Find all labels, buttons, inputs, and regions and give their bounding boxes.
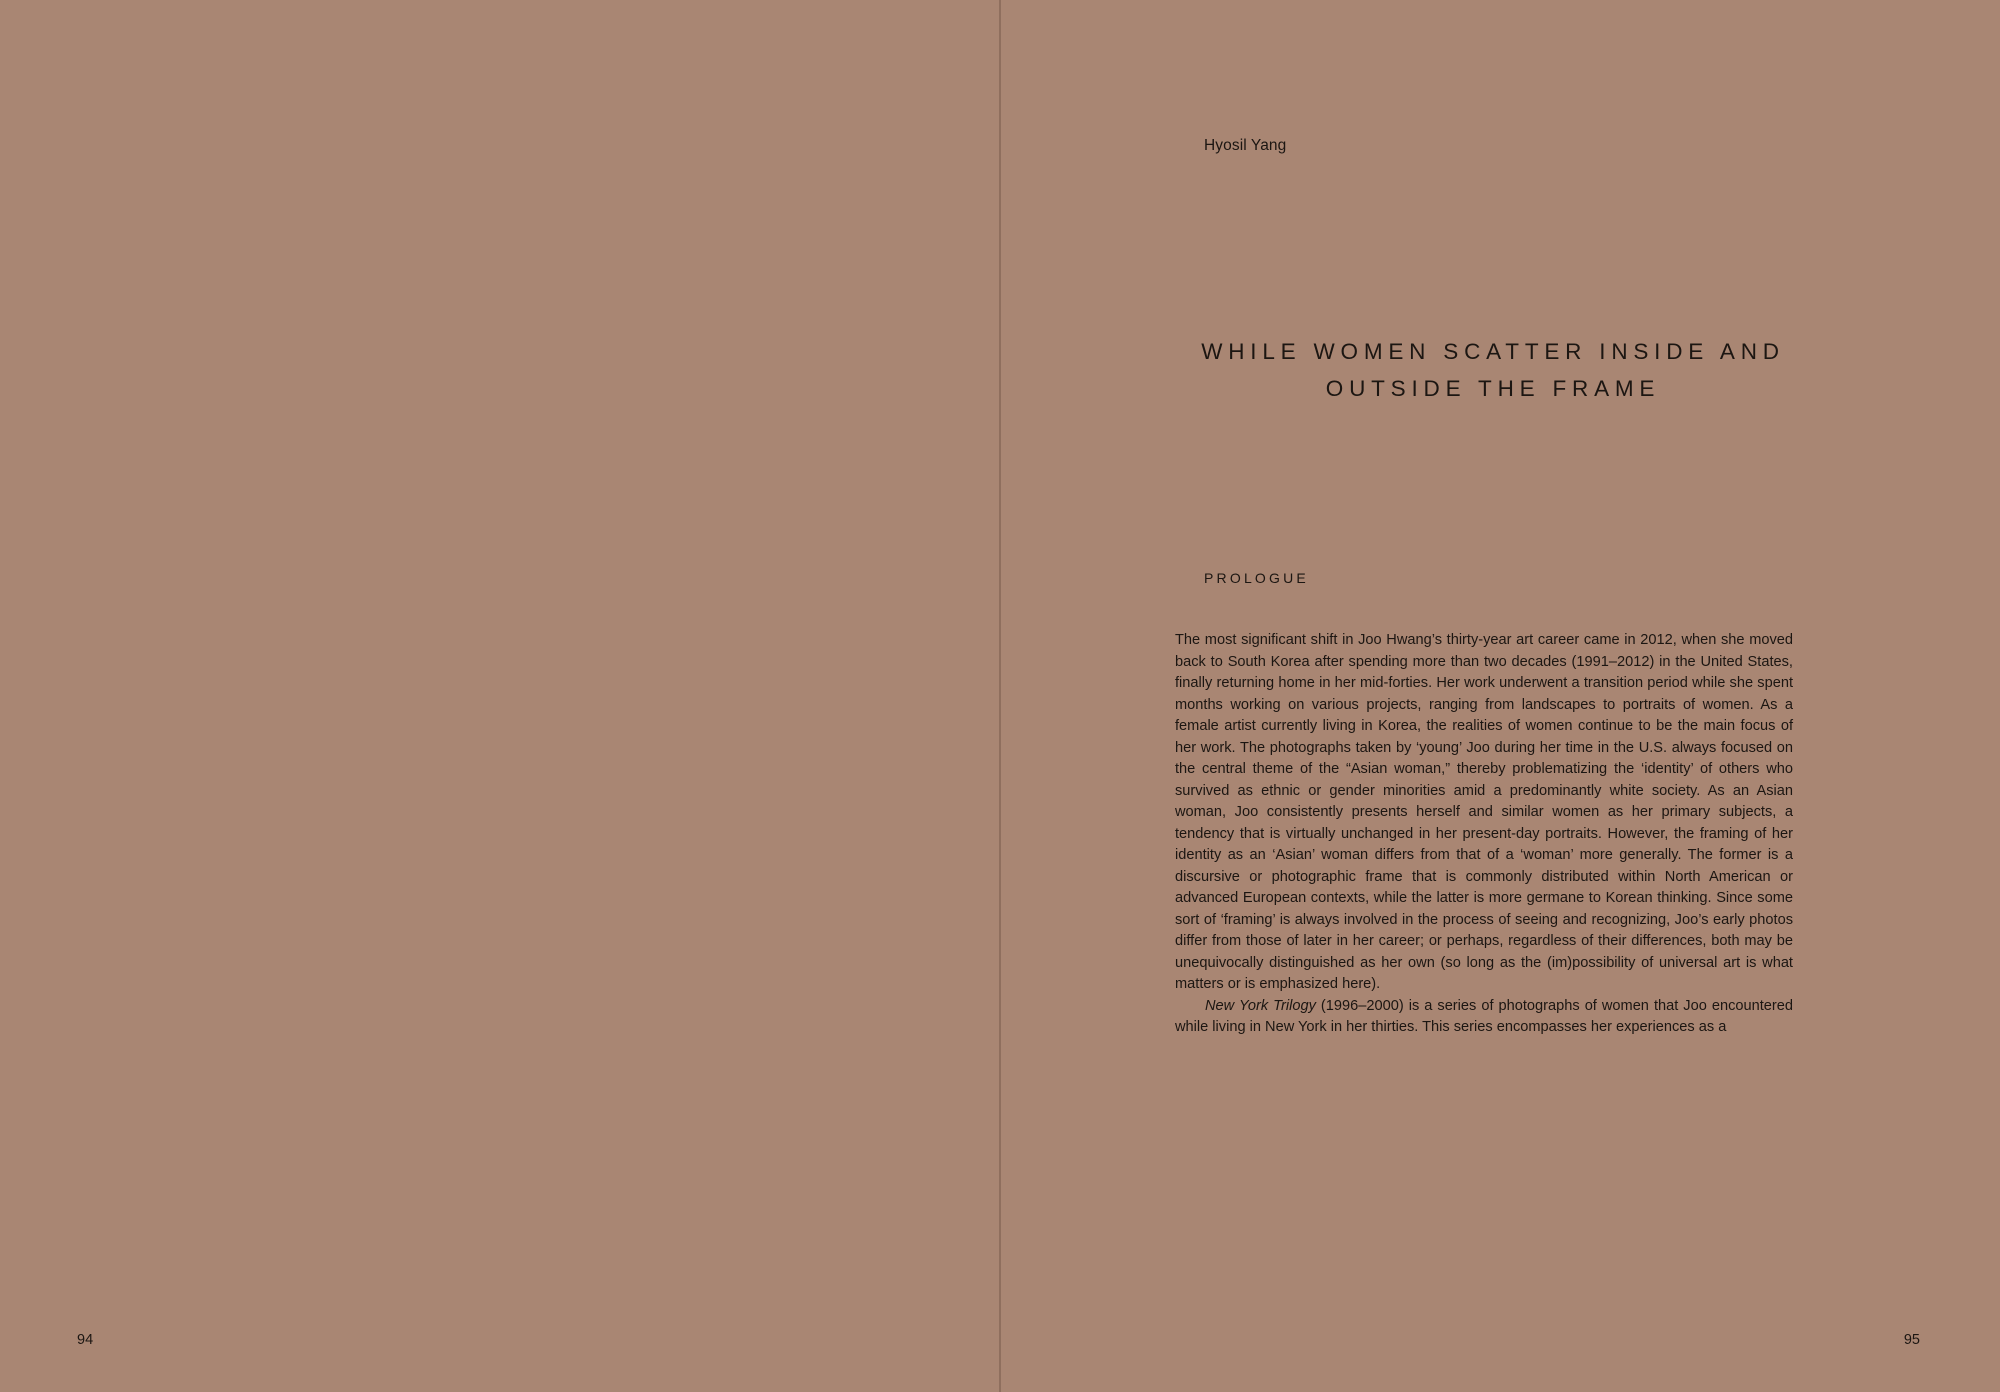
body-paragraph-2	[1175, 996, 1793, 1039]
section-heading: PROLOGUE	[1204, 570, 1309, 586]
right-page	[1001, 0, 2000, 1392]
article-title-line-2: OUTSIDE THE FRAME	[1325, 376, 1661, 401]
body-text	[1175, 630, 1793, 1039]
page-number-left: 94	[77, 1332, 94, 1348]
body-paragraph-1: The most significant shift in Joo Hwang’s thirty-year art career came in 2012, when she moved back to South Korea after spending more than two decades (1991–2012) in the United States, finally returning home in her mid-forties. Her work underwent a transition period while she spent months working on various projects, ranging from landscapes to portraits of women. As a female artist currently living in Korea, the realities of women continue to be the main focus of her work. The photographs taken by ‘young’ Joo during her time in the U.S. always focused on the central theme of the “Asian woman,” thereby problematizing the ‘identity’ of others who survived as ethnic or gender minorities amid a predominantly white society. As an Asian woman, Joo consistently presents herself and similar women as her primary subjects, a tendency that is virtually unchanged in her present-day portraits. However, the framing of her identity as an ‘Asian’ woman differs from that of a ‘woman’ more generally. The former is a discursive or photographic frame that is commonly distributed within North American or advanced European contexts, while the latter is more germane to Korean thinking. Since some sort of ‘framing’ is always involved in the process of seeing and recognizing, Joo’s early photos differ from those of later in her career; or perhaps, regardless of their differences, both may be unequivocally distinguished as her own (so long as the (im)possibility of universal art is what matters or is emphasized here).	[1175, 632, 1793, 992]
author-name: Hyosil Yang	[1204, 137, 1287, 154]
article-title	[1175, 333, 1811, 407]
body-paragraph-2-text: (1996–2000) is a series of photographs of women that Joo encountered while living in New York in her thirties. This series encompasses her experiences as a	[1175, 997, 1794, 1035]
page-number-right: 95	[1903, 1332, 1920, 1348]
article-title-line-1: WHILE WOMEN SCATTER INSIDE AND	[1201, 339, 1785, 364]
artwork-title: New York Trilogy	[1205, 997, 1316, 1014]
